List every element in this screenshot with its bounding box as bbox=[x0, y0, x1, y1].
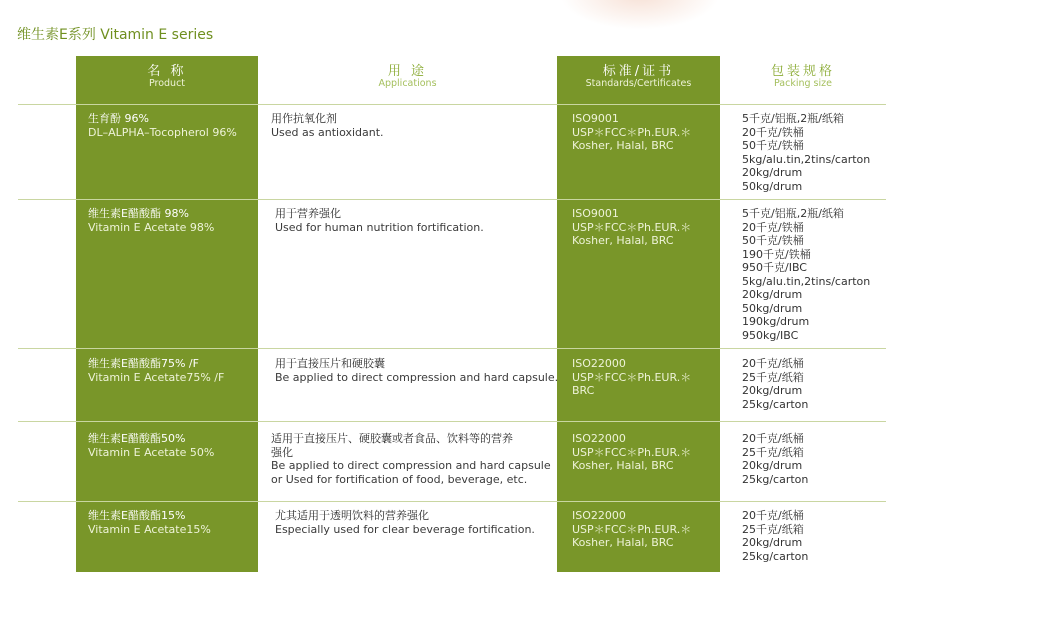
header-standards-en: Standards/Certificates bbox=[585, 78, 692, 90]
packing-line: 190千克/铁桶 bbox=[742, 247, 811, 261]
application-cn: 尤其适用于透明饮料的营养强化 bbox=[275, 509, 429, 522]
header-packing-en: Packing size bbox=[774, 78, 832, 90]
row-divider bbox=[18, 199, 886, 200]
product-name-en: Vitamin E Acetate 50% bbox=[88, 445, 215, 459]
header-applications bbox=[258, 65, 557, 90]
packing-line: 25千克/纸箱 bbox=[742, 522, 804, 536]
table-row-5-applications bbox=[275, 509, 535, 536]
header-product-cn: 名 称 bbox=[147, 64, 187, 79]
application-en: or Used for fortification of food, beverage, etc. bbox=[271, 472, 528, 486]
table-row-1-product bbox=[88, 112, 237, 139]
packing-line: 25kg/carton bbox=[742, 549, 809, 563]
packing-line: 20kg/drum bbox=[742, 288, 803, 301]
application-cn: 用于直接压片和硬胶囊 bbox=[275, 357, 385, 370]
packing-line: 50kg/drum bbox=[742, 301, 803, 315]
standard-line: USP＊FCC＊Ph.EUR.＊ bbox=[572, 522, 692, 536]
application-cn: 用于营养强化 bbox=[275, 207, 341, 220]
table-row-2-standards bbox=[572, 207, 691, 248]
table-row-2-applications bbox=[275, 207, 484, 234]
header-applications-cn: 用 途 bbox=[387, 64, 428, 79]
packing-line: 5千克/铝瓶,2瓶/纸箱 bbox=[742, 207, 844, 220]
packing-line: 25kg/carton bbox=[742, 397, 809, 411]
table-row-3-standards bbox=[572, 357, 691, 398]
packing-line: 5kg/alu.tin,2tins/carton bbox=[742, 274, 871, 288]
product-name-en: Vitamin E Acetate15% bbox=[88, 522, 211, 536]
table-row-4-standards bbox=[572, 432, 691, 473]
table-row-3-product bbox=[88, 357, 224, 384]
packing-line: 20千克/纸桶 bbox=[742, 432, 804, 445]
table-row-2-product bbox=[88, 207, 214, 234]
standard-line: ISO22000 bbox=[572, 357, 626, 370]
application-en: Used for human nutrition fortification. bbox=[275, 220, 484, 234]
row-divider bbox=[18, 348, 886, 349]
application-cn: 强化 bbox=[271, 445, 293, 459]
table-row-4-packing bbox=[742, 432, 808, 486]
packing-line: 20千克/铁桶 bbox=[742, 125, 804, 139]
row-divider bbox=[18, 421, 886, 422]
application-en: Used as antioxidant. bbox=[271, 125, 384, 139]
header-product bbox=[76, 65, 258, 90]
product-name-cn: 维生素E醋酸酯15% bbox=[88, 509, 186, 522]
packing-line: 20kg/drum bbox=[742, 536, 803, 549]
standard-line: ISO9001 bbox=[572, 112, 619, 125]
application-en: Be applied to direct compression and hard capsule bbox=[271, 459, 551, 472]
product-name-en: DL–ALPHA–Tocopherol 96% bbox=[88, 125, 237, 139]
product-name-cn: 维生素E醋酸酯50% bbox=[88, 432, 186, 445]
table-row-3-applications bbox=[275, 357, 558, 384]
product-name-cn: 维生素E醋酸酯 98% bbox=[88, 207, 189, 220]
standard-line: USP＊FCC＊Ph.EUR.＊ bbox=[572, 370, 692, 384]
packing-line: 50千克/铁桶 bbox=[742, 234, 804, 247]
packing-line: 20kg/drum bbox=[742, 166, 803, 179]
table-row-1-standards bbox=[572, 112, 691, 153]
packing-line: 5kg/alu.tin,2tins/carton bbox=[742, 152, 871, 166]
packing-line: 25千克/纸箱 bbox=[742, 370, 804, 384]
packing-line: 5千克/铝瓶,2瓶/纸箱 bbox=[742, 112, 844, 125]
application-en: Be applied to direct compression and hard capsule. bbox=[275, 370, 559, 384]
standard-line: BRC bbox=[572, 384, 595, 397]
product-name-en: Vitamin E Acetate 98% bbox=[88, 220, 215, 234]
standard-line: USP＊FCC＊Ph.EUR.＊ bbox=[572, 445, 692, 459]
table-row-4-applications bbox=[271, 432, 551, 486]
application-cn: 适用于直接压片、硬胶囊或者食品、饮料等的营养 bbox=[271, 432, 513, 445]
packing-line: 190kg/drum bbox=[742, 315, 810, 328]
decorative-glow bbox=[560, 0, 720, 30]
standard-line: Kosher, Halal, BRC bbox=[572, 234, 674, 247]
packing-line: 20kg/drum bbox=[742, 384, 803, 397]
packing-line: 950千克/IBC bbox=[742, 261, 807, 274]
row-divider bbox=[18, 501, 886, 502]
table-row-3-packing bbox=[742, 357, 808, 411]
header-product-en: Product bbox=[148, 78, 186, 90]
header-applications-en: Applications bbox=[378, 78, 437, 90]
standard-line: ISO22000 bbox=[572, 509, 626, 522]
packing-line: 20千克/纸桶 bbox=[742, 509, 804, 522]
standard-line: Kosher, Halal, BRC bbox=[572, 459, 674, 472]
product-name-en: Vitamin E Acetate75% /F bbox=[88, 370, 225, 384]
packing-line: 50千克/铁桶 bbox=[742, 139, 804, 152]
standard-line: ISO22000 bbox=[572, 432, 626, 445]
standard-line: Kosher, Halal, BRC bbox=[572, 139, 674, 152]
table-row-1-packing bbox=[742, 112, 870, 193]
page-title: 维生素E系列 Vitamin E series bbox=[17, 27, 214, 43]
table-row-5-product bbox=[88, 509, 211, 536]
packing-line: 20千克/纸桶 bbox=[742, 357, 804, 370]
packing-line: 50kg/drum bbox=[742, 179, 803, 193]
header-packing-cn: 包装规格 bbox=[770, 64, 835, 79]
packing-line: 20千克/铁桶 bbox=[742, 220, 804, 234]
standard-line: USP＊FCC＊Ph.EUR.＊ bbox=[572, 220, 692, 234]
product-name-cn: 生育酚 96% bbox=[88, 112, 149, 125]
table-row-2-packing bbox=[742, 207, 870, 342]
product-name-cn: 维生素E醋酸酯75% /F bbox=[88, 357, 199, 370]
table-row-1-applications bbox=[271, 112, 384, 139]
packing-line: 25千克/纸箱 bbox=[742, 445, 804, 459]
standard-line: Kosher, Halal, BRC bbox=[572, 536, 674, 549]
packing-line: 25kg/carton bbox=[742, 472, 809, 486]
table-row-5-packing bbox=[742, 509, 808, 563]
header-packing bbox=[720, 65, 886, 90]
application-en: Especially used for clear beverage fortification. bbox=[275, 522, 535, 536]
packing-line: 950kg/IBC bbox=[742, 328, 799, 342]
header-standards-cn: 标准/证书 bbox=[602, 64, 675, 79]
application-cn: 用作抗氧化剂 bbox=[271, 112, 337, 125]
standard-line: ISO9001 bbox=[572, 207, 619, 220]
standard-line: USP＊FCC＊Ph.EUR.＊ bbox=[572, 125, 692, 139]
header-standards bbox=[557, 65, 720, 90]
row-divider bbox=[18, 104, 886, 105]
packing-line: 20kg/drum bbox=[742, 459, 803, 472]
table-row-5-standards bbox=[572, 509, 691, 550]
table-row-4-product bbox=[88, 432, 214, 459]
